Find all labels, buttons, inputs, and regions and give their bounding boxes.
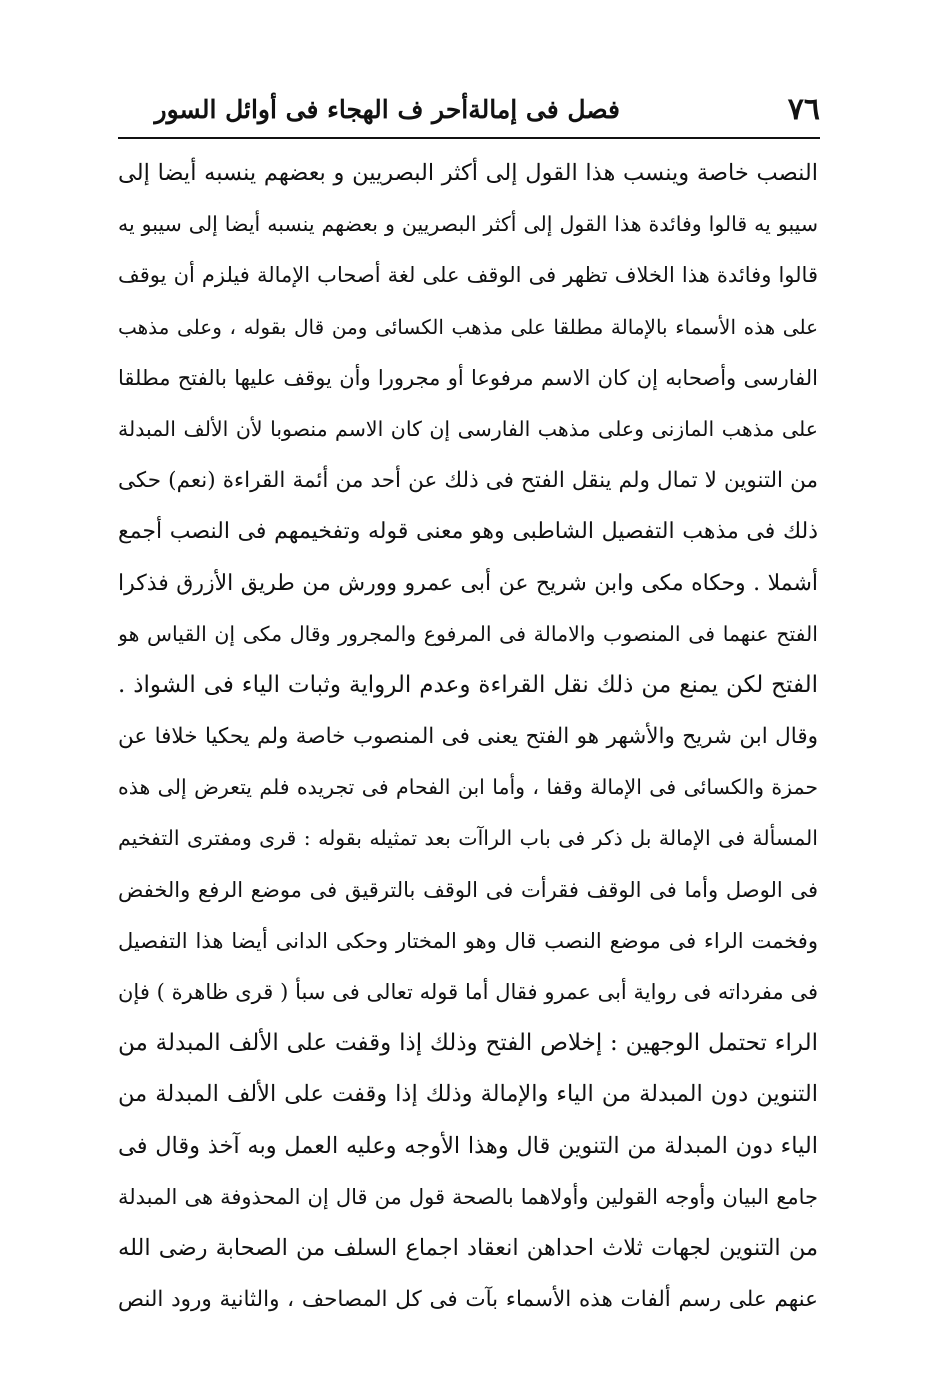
page-header [120, 86, 820, 136]
text-line: عنهم على رسم ألفات هذه الأسماء بآت فى كل المصاحف ، والثانية ورود النص [118, 1287, 818, 1313]
text-line: الياء دون المبدلة من التنوين قال وهذا الأوجه وعليه العمل وبه آخذ وقال فى [118, 1132, 818, 1159]
text-line: وفخمت الراء فى موضع النصب قال وهو المختار وحكى الدانى أيضا هذا التفصيل [118, 928, 818, 953]
text-line: من التنوين لا تمال ولم ينقل الفتح فى ذلك عن أحد من أئمة القراءة (نعم) حكى [118, 468, 818, 494]
text-line: وقال ابن شريح والأشهر هو الفتح يعنى فى المنصوب خاصة ولم يحكيا خلافا عن [118, 724, 818, 750]
text-line: على مذهب المازنى وعلى مذهب الفارسى إن كان الاسم منصوبا لأن الألف المبدلة [118, 416, 818, 441]
text-line: الراء تحتمل الوجهين : إخلاص الفتح وذلك إذا وقفت على الألف المبدلة من [118, 1030, 818, 1057]
text-line: الفارسى وأصحابه إن كان الاسم مرفوعا أو مجرورا وأن يوقف عليها بالفتح مطلقا [118, 365, 818, 390]
text-line: سيبو يه قالوا وفائدة هذا القول إلى أكثر البصريين و بعضهم ينسبه أيضا إلى سيبو يه [118, 212, 818, 237]
text-line: فى الوصل وأما فى الوقف فقرأت فى الوقف بالترقيق فى موضع الرفع والخفض [118, 877, 818, 902]
text-line: أشملا . وحكاه مكى وابن شريح عن أبى عمرو وورش من طريق الأزرق فذكرا [118, 570, 818, 596]
text-line: التنوين دون المبدلة من الياء والإمالة وذلك إذا وقفت على الألف المبدلة من [118, 1081, 818, 1108]
page-number: ٧٦ [787, 92, 820, 127]
text-line: الفتح عنهما فى المنصوب والامالة فى المرفوع والمجرور وقال مكى إن القياس هو [118, 621, 818, 646]
text-line: قالوا وفائدة هذا الخلاف تظهر فى الوقف على لغة أصحاب الإمالة فيلزم أن يوقف [118, 263, 818, 288]
text-line: فى مفرداته فى رواية أبى عمرو فقال أما قوله تعالى فى سبأ ( قرى ظاهرة ) فإن [118, 980, 818, 1004]
text-line: المسألة فى الإمالة بل ذكر فى باب الراآت بعد تمثيله بقوله : قرى ومفترى التفخيم [118, 826, 818, 851]
text-line: ذلك فى مذهب التفصيل الشاطبى وهو معنى قوله وتفخيمهم فى النصب أجمع [118, 519, 818, 545]
running-title: فصل فى إمالةأحر ف الهجاء فى أوائل السور [154, 95, 620, 124]
text-line: النصب خاصة وينسب هذا القول إلى أكثر البصريين و بعضهم ينسبه أيضا إلى [118, 160, 818, 186]
header-rule [118, 137, 820, 139]
text-line: الفتح لكن يمنع من ذلك نقل القراءة وعدم الرواية وثبات الياء فى الشواذ . [118, 671, 818, 698]
body-text [118, 148, 818, 1325]
text-line: من التنوين لجهات ثلاث احداهن انعقاد اجماع السلف من الصحابة رضى الله [118, 1234, 818, 1261]
text-line: جامع البيان وأوجه القولين وأولاهما بالصحة قول من قال إن المحذوفة هى المبدلة [118, 1184, 818, 1209]
text-line: على هذه الأسماء بالإمالة مطلقا على مذهب الكسائى ومن قال بقوله ، وعلى مذهب [118, 314, 818, 339]
text-line: حمزة والكسائى فى الإمالة وقفا ، وأما ابن الفحام فى تجريده فلم يتعرض إلى هذه [118, 775, 818, 800]
